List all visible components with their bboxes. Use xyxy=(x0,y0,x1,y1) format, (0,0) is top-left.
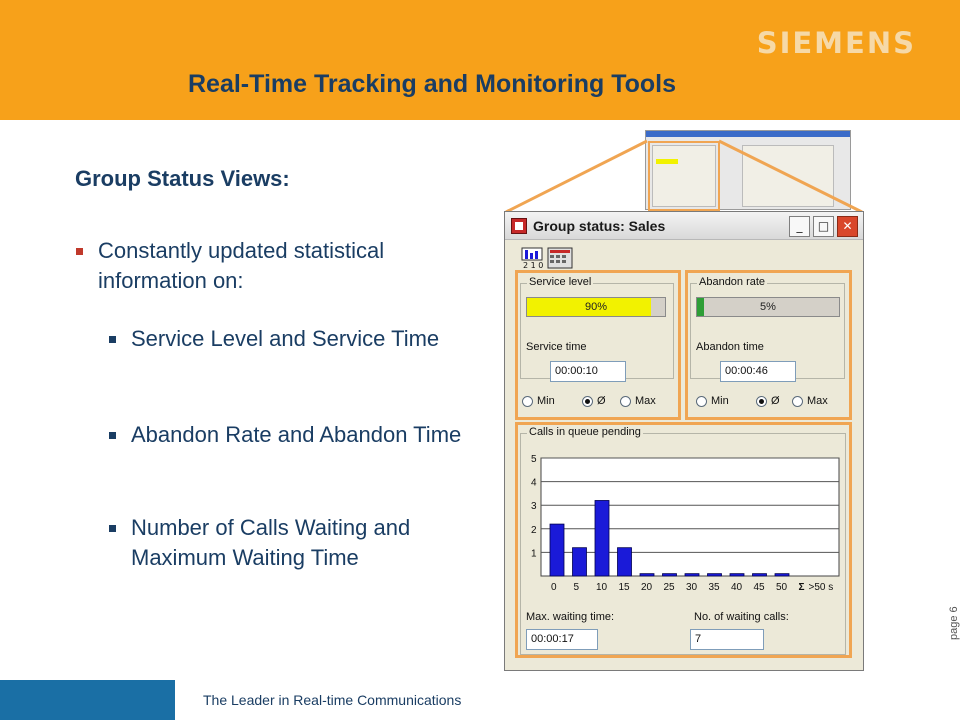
service-time-field[interactable]: 00:00:10 xyxy=(550,361,626,382)
chart-xtick-label: 30 xyxy=(686,582,698,593)
chart-bar xyxy=(573,548,587,576)
bullet-main-text: Constantly updated statistical information on: xyxy=(98,238,385,293)
window-titlebar[interactable] xyxy=(505,212,863,240)
radio-avg-label: Ø xyxy=(597,395,606,407)
chart-ytick-label: 5 xyxy=(531,454,537,465)
chart-xtick-label: 10 xyxy=(596,582,608,593)
sub-bullet-text: Abandon Rate and Abandon Time xyxy=(131,422,462,447)
service-level-percent: 90% xyxy=(584,301,608,313)
service-panel xyxy=(515,270,681,420)
section-subtitle: Group Status Views: xyxy=(75,166,290,191)
abandon-rate-bar xyxy=(696,297,840,317)
sub-bullet-text: Number of Calls Waiting and Maximum Waiting Time xyxy=(131,515,411,570)
chart-ytick-label: 4 xyxy=(531,477,537,489)
radio-avg-circle[interactable] xyxy=(582,396,593,407)
service-level-label: Service level xyxy=(529,276,592,288)
radio-max-circle[interactable] xyxy=(620,396,631,407)
service-radio-group xyxy=(522,395,672,411)
calls-queue-label: Calls in queue pending xyxy=(529,426,641,438)
chart-ytick-label: 2 xyxy=(531,524,537,536)
service-level-bar xyxy=(526,297,666,317)
chart-xtick-label: 20 xyxy=(641,582,653,593)
radio-avg-label: Ø xyxy=(771,395,780,407)
chart-xtick-label: 0 xyxy=(551,582,557,593)
radio-min-label: Min xyxy=(711,395,729,407)
max-wait-field[interactable]: 00:00:17 xyxy=(526,629,598,650)
abandon-rate-label: Abandon rate xyxy=(699,276,766,288)
abandon-time-label: Abandon time xyxy=(696,341,764,353)
calls-in-queue-chart xyxy=(519,452,841,606)
radio-min[interactable] xyxy=(522,395,555,407)
chart-xtick-label: 25 xyxy=(663,582,675,593)
radio-min-circle[interactable] xyxy=(522,396,533,407)
sub-bullet-text: Service Level and Service Time xyxy=(131,326,440,351)
minimize-button[interactable]: _ xyxy=(789,216,810,237)
chart-bar xyxy=(550,524,564,576)
radio-min-label: Min xyxy=(537,395,555,407)
radio-max-label: Max xyxy=(807,395,828,407)
radio-min-circle[interactable] xyxy=(696,396,707,407)
chart-bar xyxy=(708,574,722,576)
radio-max[interactable] xyxy=(620,395,656,407)
chart-bar xyxy=(730,574,744,576)
chart-xtick-label: Σ xyxy=(798,582,805,593)
max-wait-label: Max. waiting time: xyxy=(526,611,615,623)
close-button[interactable]: ✕ xyxy=(837,216,858,237)
chart-bar xyxy=(640,574,654,576)
chart-xtick-label: >50 s xyxy=(808,582,834,593)
window-title: Group status: Sales xyxy=(533,218,666,234)
chart-bar xyxy=(595,500,609,576)
chart-ytick-label: 3 xyxy=(531,501,537,513)
chart-bar xyxy=(775,574,789,576)
chart-xtick-label: 40 xyxy=(731,582,743,593)
chart-xtick-label: 50 xyxy=(776,582,788,593)
radio-avg[interactable] xyxy=(582,395,606,407)
page-number: page 6 xyxy=(948,606,960,640)
maximize-button[interactable]: □ xyxy=(813,216,834,237)
waiting-calls-label: No. of waiting calls: xyxy=(694,611,789,623)
chart-xtick-label: 35 xyxy=(708,582,720,593)
radio-max-circle[interactable] xyxy=(792,396,803,407)
service-time-label: Service time xyxy=(526,341,587,353)
app-icon xyxy=(511,218,527,234)
abandon-time-field[interactable]: 00:00:46 xyxy=(720,361,796,382)
chart-bar xyxy=(663,574,677,576)
footer-tagline: The Leader in Real-time Communications xyxy=(203,692,462,708)
siemens-logo: SIEMENS xyxy=(756,26,916,60)
chart-bar xyxy=(618,548,632,576)
group-status-window xyxy=(504,211,864,671)
svg-text:2 1 0: 2 1 0 xyxy=(523,261,544,270)
call-statistics-icon[interactable] xyxy=(521,246,575,270)
chart-ytick-label: 1 xyxy=(531,548,537,560)
radio-max-label: Max xyxy=(635,395,656,407)
radio-avg[interactable] xyxy=(756,395,780,407)
footer-bar xyxy=(0,680,175,720)
radio-avg-circle[interactable] xyxy=(756,396,767,407)
chart-xtick-label: 45 xyxy=(753,582,765,593)
abandon-radio-group xyxy=(696,395,846,411)
chart-bar xyxy=(753,574,767,576)
waiting-calls-field[interactable]: 7 xyxy=(690,629,764,650)
abandon-panel xyxy=(685,270,852,420)
radio-max[interactable] xyxy=(792,395,828,407)
chart-xtick-label: 5 xyxy=(573,582,580,593)
chart-bar xyxy=(685,574,699,576)
chart-xtick-label: 15 xyxy=(618,582,630,593)
abandon-rate-percent: 5% xyxy=(760,301,776,313)
radio-min[interactable] xyxy=(696,395,729,407)
slide-title: Real-Time Tracking and Monitoring Tools xyxy=(188,70,677,98)
